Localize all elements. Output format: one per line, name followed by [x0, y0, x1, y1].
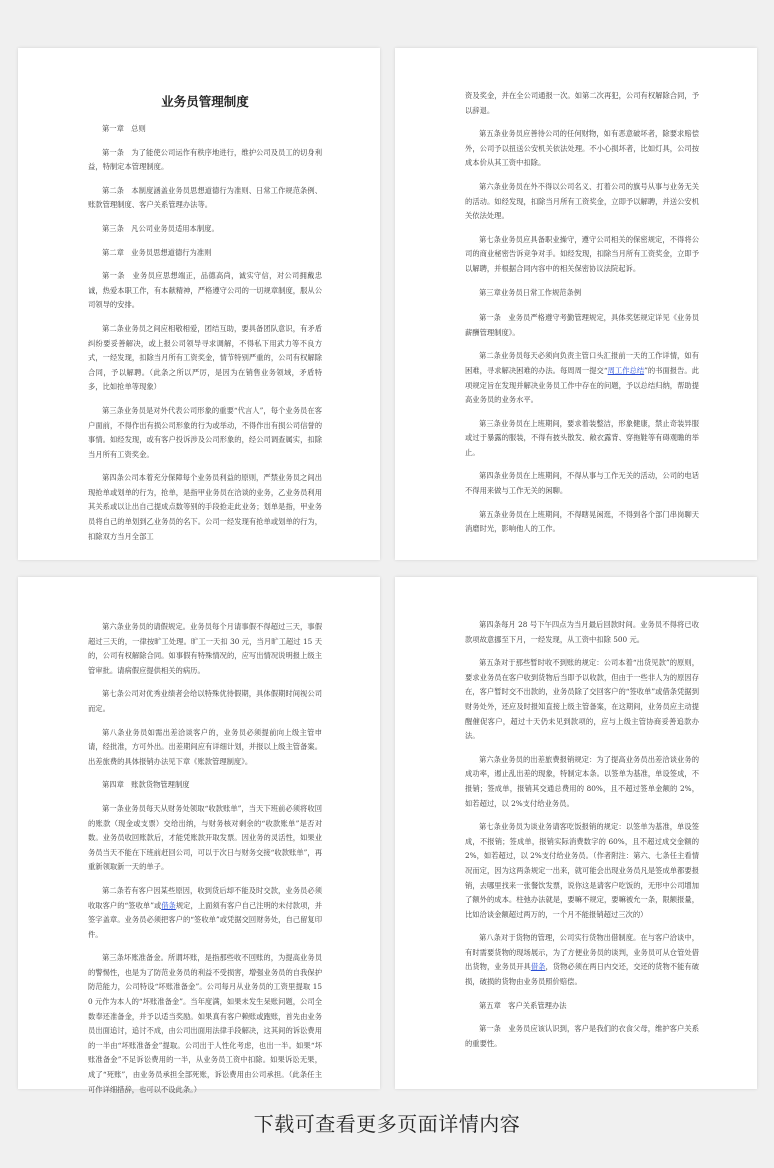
- paragraph: 第一条业务员每天从财务处领取“收款账单”，当天下班前必须将收回的账款（现金或支票）交给出纳，与财务核对剩余的“收款账单”是否对数。业务员收回账款后，才能凭账款开取发票。因业务的灵活性，如果业务员当天不能在下班前赶回公司，可以于次日与财务交接“收款账单”，再重新领取新一天的单子。: [88, 803, 322, 872]
- paragraph: 第五条业务员在上班期间，不得瞎晃闲逛，不得到各个部门串岗聊天消磨时光，影响他人的工作。: [465, 509, 699, 534]
- chapter-heading: 第一章 总则: [102, 124, 146, 133]
- document-page-2: [395, 48, 757, 560]
- inline-link[interactable]: 借条: [161, 900, 176, 910]
- download-more-prompt[interactable]: 下载可查看更多页面详情内容: [253, 1112, 521, 1136]
- paragraph-with-link: 第二条业务员每天必须向负责主管口头汇报前一天的工作详情，如有困难，寻求解决困难的办法。每周周一提交“周工作总结”的书面报告。此项规定旨在发现并解决业务员工作中存在的问题，予以总结归纳，帮助提高业务员的业务水平。: [465, 351, 700, 405]
- paragraph: 第四条每月 28 号下午四点为当月最后回款时间。业务员不得将已收款项故意挪至下月，一经发现，从工资中扣除 500 元。: [465, 620, 699, 644]
- paragraph: 第六条业务员在外不得以公司名义、打着公司的旗号从事与业务无关的活动。如经发现，扣除当月所有工资奖金，立即予以解聘，并送公安机关依法处理。: [465, 181, 699, 221]
- document-page-4: [395, 577, 757, 1089]
- paragraph: 第三条 凡公司业务员适用本制度。: [102, 223, 219, 233]
- chapter-heading: 第三章业务员日常工作规范条例: [479, 287, 582, 297]
- paragraph: 第五条业务员应善待公司的任何财物，如有恶意破坏者，除要求赔偿外，公司予以扭送公安机关依法处理。不小心损坏者，比如灯具，公司按成本价从其工资中扣除。: [465, 129, 699, 168]
- paragraph: 第一条 业务员应该认识到，客户是我们的衣食父母，维护客户关系的重要性。: [465, 1024, 699, 1048]
- chapter-heading: 第二章 业务员思想道德行为准则: [102, 247, 212, 257]
- inline-link[interactable]: 借条: [530, 962, 546, 972]
- paragraph: 第二条 本制度涵盖业务员思想道德行为准则、日常工作规范条例、账款管理制度、客户关系管理办法等。: [88, 185, 322, 210]
- paragraph: 第七条业务员为谈业务请客吃饭报销的规定：以签单为基准，单设签成，不报销；签成单，报销实际消费数字的 60%，且不超过成交金额的 2%，如若超过，以 2%支付给业务员。（作者附注：第六、七条任主看情况而定，因为这两条规定一出来，就可能会出现业务员凡是签成单都要报销，去哪里找来一张餐饮发票，说你这是请客户吃饭的，无形中公司增加了额外的成本。柱弛办法就是，要嘛不规定，要嘛被允一条，限额报量，比如洽谈金额超过两万的，一个月不能报销超过三次的）: [465, 822, 699, 919]
- chapter-heading: 第四章 账款货物管理制度: [102, 780, 190, 790]
- paragraph: 第三条坏账准备金。所谓坏账，是指那些收不回账的，为提高业务员的警惕性，也是为了防范业务员的利益不受损害，增强业务员的自我保护防范能力，公司特设“坏账准备金”。公司每月从业务员的工资里提取 150 元作为本人的“坏账准备金”。当年度满，如果未发生呆账问题，公司全数奉还准备金，并予以适当奖励。如果真有客户赖账或跑账，首先由业务员出面追讨，追讨不成，由公司出面用法律手段解决，这其间的诉讼费用的一半由“坏账准备金”提取。公司出于人性化考虑，也出一半。如果“坏账准备金”不足诉讼费用的一半，从业务员工资中扣除。如果诉讼无果，成了“死账”，由业务员承担全部死账，诉讼费用由公司承担。（此条任主可作详细措辞，也可以不设此条。）: [88, 953, 322, 1094]
- paragraph: 第一条 业务员应思想端正，品德高尚，诚实守信，对公司拥戴忠诚，热爱本职工作，有本献精神，严格遵守公司的一切规章制度，服从公司领导的安排。: [88, 271, 322, 310]
- paragraph: 资及奖金，并在全公司通报一次。如第二次再犯，公司有权解除合同，予以辞退。: [465, 91, 699, 115]
- paragraph-with-link: 第八条对于货物的管理，公司实行货物出借制度。在与客户洽谈中，有时需要货物的现场展示，为了方便业务员的谈判，业务员可从仓管处借出货物，业务员开具借条，货物必须在两日内交还，交还的货物不能有破损，破损的货物由业务员照价赔偿。: [465, 933, 700, 987]
- paragraph: 第五条对于那些暂时收不到账的规定：公司本着“出货见款”的原则，要求业务员在客户收到货物后当即予以收款，但由于一些非人为的原因存在，客户暂时交不出款的，业务员除了交回客户的“签收单”或借条凭据到财务处外，还应及时报知直接上级主管备案，在这期间，业务员应主动提醒催促客户，超过十天仍未见到款项的，应与上级主管协商妥善追款办法。: [465, 658, 699, 741]
- chapter-heading: 第五章 客户关系管理办法: [479, 1000, 567, 1010]
- paragraph: 第六条业务员的请假规定。业务员每个月请事假不得超过三天，事假超过三天的，一律按旷工处理。旷工一天扣 30 元，当月旷工超过 15 天的，公司有权解除合同。如事假有特殊情况的，应写出情况说明报上级主管审批。请病假应提供相关的病历。: [88, 622, 322, 675]
- paragraph: 第七条公司对优秀业绩者会给以特殊优待假期，具体假期时间视公司而定。: [88, 689, 322, 713]
- paragraph: 第一条 为了能使公司运作有秩序地进行，维护公司及员工的切身利益，特制定本管理制度。: [88, 147, 322, 172]
- document-page-3: [18, 577, 380, 1094]
- paragraph: 第四条业务员在上班期间，不得从事与工作无关的活动，公司的电话不得用来做与工作无关的闲聊。: [465, 471, 699, 496]
- inline-link[interactable]: 周工作总结: [607, 365, 645, 375]
- paragraph: 第二条业务员之间应相敬相爱，团结互助，要具备团队意识，有矛盾纠纷要妥善解决，或上报公司领导寻求调解，不得私下用武力等不良方式，一经发现，扣除当月所有工资奖金，情节特别严重的，公司有权解除合同，予以解聘。（此条之所以严厉，是因为在销售业务领域，矛盾特多，比如抢单等现象）: [88, 323, 322, 392]
- paragraph: 第一条 业务员严格遵守考勤管理规定，具体奖惩规定详见《业务员薪酬管理制度》。: [465, 313, 699, 337]
- document-title: 业务员管理制度: [161, 94, 249, 109]
- paragraph: 第六条业务员的出差旅费报销规定：为了提高业务员出差洽谈业务的成功率，遏止乱出差的现象，特制定本条。以签单为基准，单设签成，不报销；签成单，报销其交通总费用的 80%，且不超过签单金额的 2%，如若超过，以 2%支付给业务员。: [465, 754, 699, 808]
- paragraph-with-link: 第二条若有客户因某些原因，收到货后却不能及时交款，业务员必须收取客户的“签收单”或借条规定，上面须有客户自己注明的未付款项，并签字盖章。业务员必须把客户的“签收单”或凭据交回财务处，自己留复印件。: [88, 885, 323, 939]
- paragraph: 第七条业务员应具备职业操守，遵守公司相关的保密规定，不得将公司的商业秘密告诉竞争对手。如经发现，扣除当月所有工资奖金，立即予以解聘，并根据合同内容中的相关保密协议法院起诉。: [465, 234, 699, 273]
- paragraph: 第三条业务员是对外代表公司形象的重要“代言人”，每个业务员在客户面前，不得作出有损公司形象的行为或举动，不得作出有损公司信誉的事情。如经发现，或有客户投诉涉及公司形象的，经公司调查属实，扣除当月所有工资奖金。: [88, 405, 322, 459]
- paragraph: 第八条业务员如需出差洽谈客户的，业务员必须提前向上级主管申请，经批准，方可外出。出差期间应有详细计划，并报以上级主管备案。出差旅费的具体报销办法见下章《账款管理制度》。: [88, 727, 322, 766]
- paragraph: 第三条业务员在上班期间，要求着装整洁，形象健康，禁止奇装异服或过于暴露的服装，不得有披头散发、敞衣露背、穿拖鞋等有碍观瞻的举止。: [465, 418, 699, 457]
- paragraph: 第四条公司本着充分保障每个业务员利益的原则，严禁业务员之间出现抢单或划单的行为，抢单，是指甲业务员在洽谈的业务，乙业务员利用其关系或以让出自己提成点数等别的手段抢走此业务；划单是指，甲业务员将自己的单划到乙业务员的名下。公司一经发现有抢单或划单的行为，扣除双方当月全部工: [88, 473, 322, 541]
- document-page-1: [18, 48, 380, 560]
